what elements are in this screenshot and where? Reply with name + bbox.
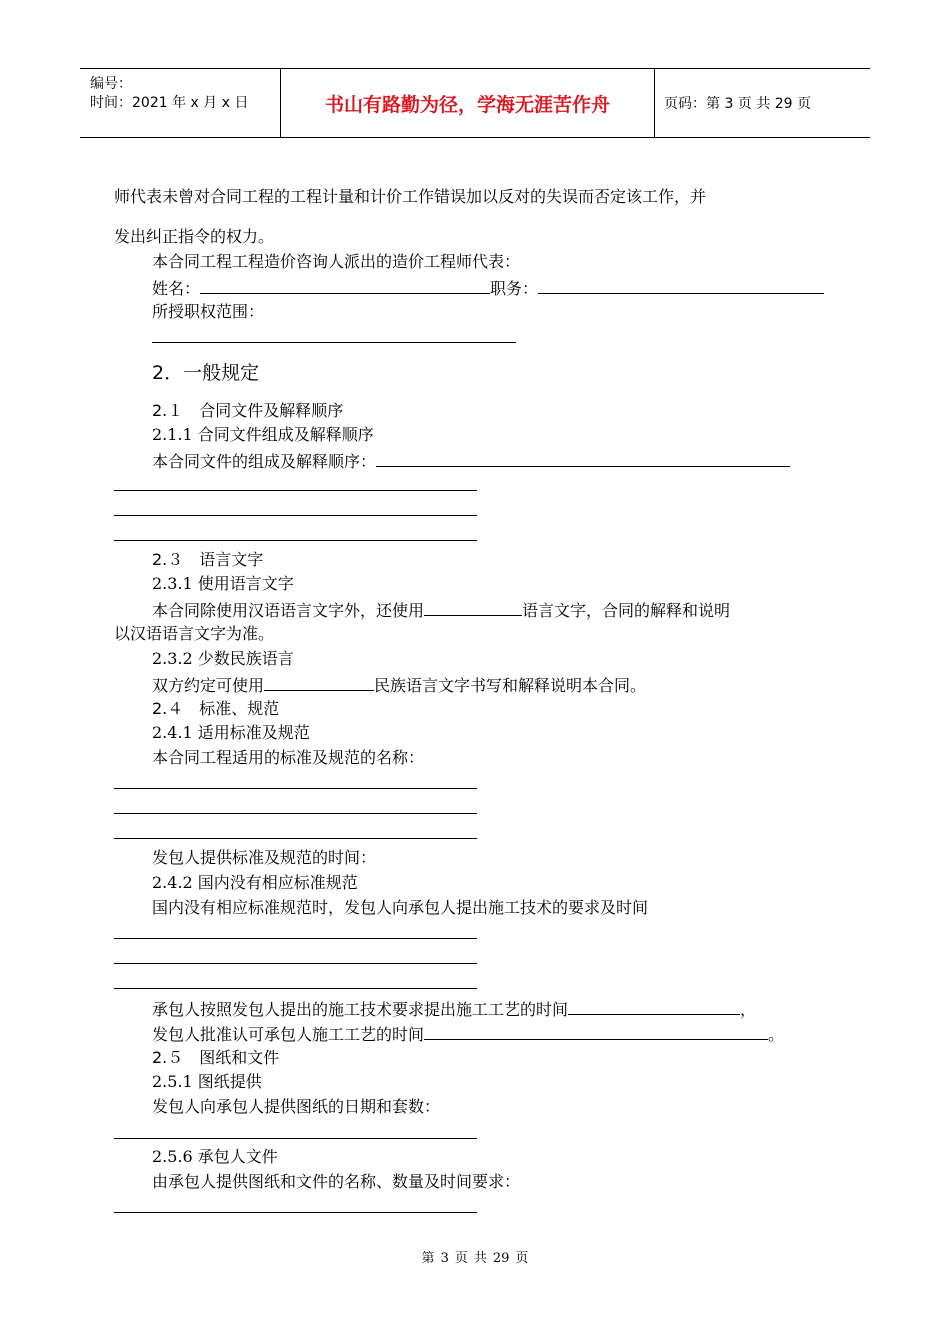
- name-position-row: [152, 277, 824, 299]
- time-label: 时间：2021 年 x 月 x 日: [90, 95, 249, 111]
- fill-blank[interactable]: [376, 450, 790, 467]
- footer-text: 页: [454, 1251, 468, 1266]
- clause-text: 本合同文件的组成及解释顺序：: [152, 452, 377, 471]
- punctuation: ，: [740, 1000, 757, 1019]
- header-motto: 书山有路勤为径，学海无涯苦作舟: [280, 69, 655, 137]
- page-header: [80, 68, 870, 138]
- punctuation: 。: [768, 1025, 785, 1044]
- fill-blank[interactable]: [114, 838, 477, 839]
- footer-page-number: 3: [440, 1251, 449, 1266]
- position-label: 职务：: [490, 279, 539, 298]
- paragraph-line: 师代表未曾对合同工程的工程计量和计价工作错误加以反对的失误而否定该工作，并: [114, 187, 707, 206]
- clause-heading: 2.5.6 承包人文件: [152, 1147, 278, 1166]
- footer-text: 第: [421, 1251, 435, 1266]
- footer-text: 共: [473, 1251, 487, 1266]
- header-meta-cell: [80, 69, 280, 137]
- clause-text-row: [152, 599, 730, 621]
- fill-blank[interactable]: [114, 963, 477, 964]
- fill-blank[interactable]: [114, 813, 477, 814]
- clause-text: 本合同除使用汉语语言文字外，还使用: [152, 601, 425, 620]
- paragraph-line: 本合同工程工程造价咨询人派出的造价工程师代表：: [152, 252, 521, 271]
- clause-heading: 2.3.2 少数民族语言: [152, 649, 294, 668]
- clause-text: 发包人提供标准及规范的时间：: [152, 848, 377, 867]
- scope-blank[interactable]: [152, 342, 516, 343]
- clause-text: 承包人按照发包人提出的施工技术要求提出施工工艺的时间: [152, 1000, 569, 1019]
- name-blank[interactable]: [200, 277, 490, 294]
- clause-text: 国内没有相应标准规范时，发包人向承包人提出施工技术的要求及时间: [152, 898, 649, 917]
- clause-text-row: [152, 450, 790, 472]
- clause-heading: 2.4.2 国内没有相应标准规范: [152, 873, 358, 892]
- clause-text: 本合同工程适用的标准及规范的名称：: [152, 748, 425, 767]
- position-blank[interactable]: [538, 277, 824, 294]
- fill-blank[interactable]: [114, 540, 477, 541]
- fill-blank[interactable]: [114, 938, 477, 939]
- clause-heading: 2.4.1 适用标准及规范: [152, 723, 310, 742]
- fill-blank[interactable]: [424, 599, 522, 616]
- subsection-heading: 2.４ 标准、规范: [152, 699, 280, 718]
- section-heading: 2．一般规定: [152, 362, 260, 384]
- clause-heading: 2.1.1 合同文件组成及解释顺序: [152, 425, 374, 444]
- fill-blank[interactable]: [424, 1023, 768, 1040]
- subsection-heading: 2.３ 语言文字: [152, 550, 264, 569]
- clause-heading: 2.3.1 使用语言文字: [152, 574, 294, 593]
- clause-text: 以汉语语言文字为准。: [114, 624, 275, 643]
- fill-blank[interactable]: [264, 674, 374, 691]
- footer-text: 页: [515, 1251, 529, 1266]
- subsection-heading: 2.１ 合同文件及解释顺序: [152, 401, 344, 420]
- fill-blank[interactable]: [114, 515, 477, 516]
- fill-blank[interactable]: [114, 988, 477, 989]
- number-label: 编号：: [90, 76, 132, 92]
- clause-text-row: [152, 674, 646, 696]
- clause-text-row: [152, 1023, 784, 1045]
- clause-text: 由承包人提供图纸和文件的名称、数量及时间要求：: [152, 1172, 521, 1191]
- fill-blank[interactable]: [114, 1138, 477, 1139]
- fill-blank[interactable]: [114, 788, 477, 789]
- scope-label: 所授职权范围：: [152, 302, 265, 321]
- footer-total-pages: 29: [492, 1251, 510, 1266]
- fill-blank[interactable]: [568, 998, 740, 1015]
- clause-text: 发包人批准认可承包人施工工艺的时间: [152, 1025, 425, 1044]
- header-page-label: 页码：第 3 页 共 29 页: [664, 96, 811, 112]
- fill-blank[interactable]: [114, 1212, 477, 1213]
- clause-text: 发包人向承包人提供图纸的日期和套数：: [152, 1097, 441, 1116]
- clause-text: 语言文字，合同的解释和说明: [522, 601, 731, 620]
- clause-text-row: [152, 998, 756, 1020]
- clause-heading: 2.5.1 图纸提供: [152, 1072, 262, 1091]
- clause-text: 双方约定可使用: [152, 676, 265, 695]
- subsection-heading: 2.５ 图纸和文件: [152, 1048, 280, 1067]
- fill-blank[interactable]: [114, 490, 477, 491]
- clause-text: 民族语言文字书写和解释说明本合同。: [374, 676, 647, 695]
- paragraph-line: 发出纠正指令的权力。: [114, 227, 275, 246]
- name-label: 姓名：: [152, 279, 201, 298]
- page-footer: [0, 1247, 950, 1266]
